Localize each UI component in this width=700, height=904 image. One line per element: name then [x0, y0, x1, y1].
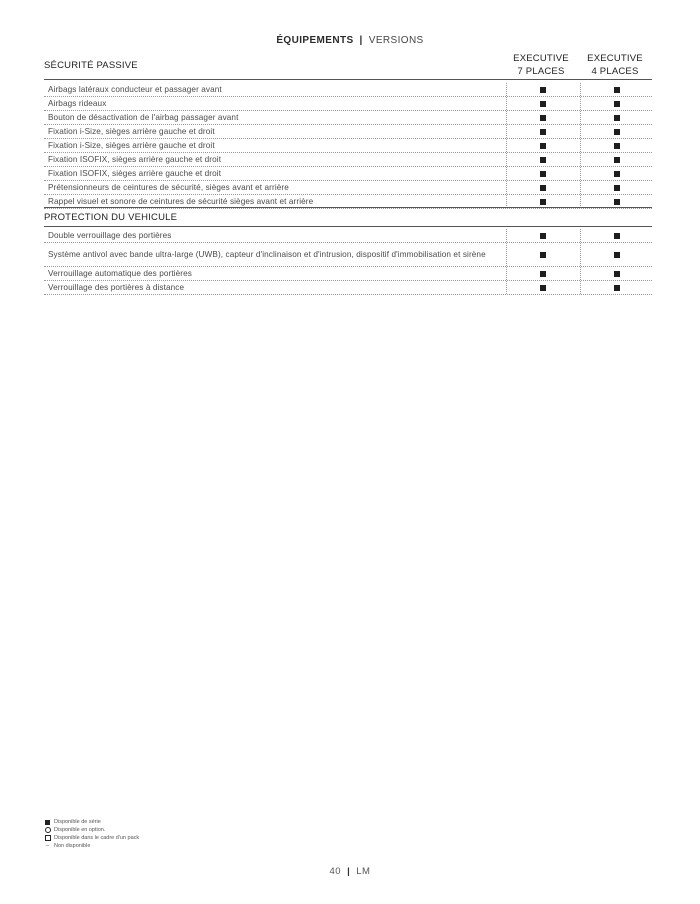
standard-square-icon: [614, 199, 620, 205]
filled-square-icon: [44, 819, 51, 826]
row-label: Verrouillage des portières à distance: [48, 282, 185, 292]
standard-square-icon: [614, 143, 620, 149]
table-row: [44, 111, 652, 125]
column-header-executive-7: [508, 53, 574, 78]
table-row: [44, 125, 652, 139]
section-title-protection-vehicule: PROTECTION DU VEHICULE: [44, 212, 178, 223]
cell-executive-7: [506, 267, 579, 280]
cell-executive-4: [580, 153, 653, 166]
standard-square-icon: [614, 87, 620, 93]
standard-square-icon: [540, 233, 546, 239]
cell-executive-7: [506, 83, 579, 96]
table-row: [44, 83, 652, 97]
legend: [44, 818, 139, 850]
cell-executive-4: [580, 229, 653, 242]
column-header-line1: EXECUTIVE: [513, 53, 569, 64]
page-header: [0, 35, 700, 46]
cell-executive-7: [506, 229, 579, 242]
cell-executive-7: [506, 281, 579, 294]
table-row: [44, 139, 652, 153]
row-label: Prétensionneurs de ceintures de sécurité, sièges avant et arrière: [48, 182, 289, 192]
standard-square-icon: [614, 129, 620, 135]
standard-square-icon: [614, 115, 620, 121]
standard-square-icon: [614, 185, 620, 191]
table-row: [44, 243, 652, 267]
standard-square-icon: [540, 157, 546, 163]
standard-square-icon: [540, 252, 546, 258]
standard-square-icon: [540, 271, 546, 277]
cell-executive-7: [506, 153, 579, 166]
header-subtitle: VERSIONS: [368, 35, 424, 46]
legend-item-standard: [44, 818, 139, 826]
row-label: Système antivol avec bande ultra-large (UWB), capteur d'inclinaison et d'intrusion, dispositif d'immobilisation et sirène: [48, 249, 486, 259]
row-label: Bouton de désactivation de l'airbag passager avant: [48, 112, 239, 122]
legend-label: Non disponible: [54, 843, 91, 849]
table-row: [44, 181, 652, 195]
open-circle-icon: [44, 827, 51, 834]
page-footer: [0, 866, 700, 877]
row-label: Fixation i-Size, sièges arrière gauche et droit: [48, 140, 215, 150]
section-title-securite-passive: SÉCURITÉ PASSIVE: [44, 60, 138, 71]
table-row: [44, 97, 652, 111]
standard-square-icon: [614, 157, 620, 163]
legend-item-option: [44, 826, 139, 834]
dash-icon: –: [45, 843, 50, 849]
standard-square-icon: [614, 271, 620, 277]
standard-square-icon: [614, 171, 620, 177]
section-divider: [44, 79, 652, 80]
standard-square-icon: [540, 285, 546, 291]
header-separator: |: [359, 35, 363, 46]
standard-square-icon: [614, 233, 620, 239]
standard-square-icon: [614, 285, 620, 291]
footer-separator: |: [347, 866, 351, 877]
row-label: Airbags rideaux: [48, 98, 107, 108]
column-header-line2: 4 PLACES: [591, 65, 639, 77]
row-label: Rappel visuel et sonore de ceintures de sécurité sièges avant et arrière: [48, 196, 314, 206]
row-label: Fixation ISOFIX, sièges arrière gauche et droit: [48, 154, 222, 164]
legend-label: Disponible de série: [54, 819, 101, 825]
cell-executive-4: [580, 111, 653, 124]
cell-executive-7: [506, 243, 579, 266]
row-label: Fixation ISOFIX, sièges arrière gauche et droit: [48, 168, 222, 178]
table-securite-passive: [44, 83, 652, 209]
section-divider: [44, 207, 652, 208]
cell-executive-7: [506, 125, 579, 138]
standard-square-icon: [614, 252, 620, 258]
cell-executive-4: [580, 125, 653, 138]
brand-name: LM: [356, 866, 371, 877]
cell-executive-4: [580, 181, 653, 194]
cell-executive-7: [506, 167, 579, 180]
section-divider: [44, 226, 652, 227]
standard-square-icon: [540, 171, 546, 177]
cell-executive-4: [580, 243, 653, 266]
legend-item-unavailable: [44, 842, 139, 850]
standard-square-icon: [540, 129, 546, 135]
table-row: [44, 281, 652, 295]
column-header-executive-4: [582, 53, 648, 78]
standard-square-icon: [540, 199, 546, 205]
column-header-line1: EXECUTIVE: [587, 53, 643, 64]
cell-executive-4: [580, 97, 653, 110]
table-row: [44, 153, 652, 167]
header-title: ÉQUIPEMENTS: [276, 35, 354, 46]
standard-square-icon: [614, 101, 620, 107]
cell-executive-4: [580, 167, 653, 180]
cell-executive-4: [580, 267, 653, 280]
standard-square-icon: [540, 185, 546, 191]
cell-executive-4: [580, 83, 653, 96]
table-row: [44, 167, 652, 181]
table-protection-vehicule: [44, 229, 652, 295]
standard-square-icon: [540, 87, 546, 93]
table-row: [44, 229, 652, 243]
row-label: Fixation i-Size, sièges arrière gauche et droit: [48, 126, 215, 136]
cell-executive-7: [506, 111, 579, 124]
legend-label: Disponible en option.: [54, 827, 106, 833]
open-square-icon: [44, 835, 51, 842]
cell-executive-7: [506, 181, 579, 194]
cell-executive-4: [580, 139, 653, 152]
legend-label: Disponible dans le cadre d'un pack: [54, 835, 140, 841]
standard-square-icon: [540, 143, 546, 149]
standard-square-icon: [540, 101, 546, 107]
legend-item-pack: [44, 834, 139, 842]
cell-executive-7: [506, 139, 579, 152]
cell-executive-7: [506, 97, 579, 110]
row-label: Verrouillage automatique des portières: [48, 268, 192, 278]
table-row: [44, 267, 652, 281]
row-label: Double verrouillage des portières: [48, 230, 172, 240]
cell-executive-4: [580, 281, 653, 294]
page-number: 40: [329, 866, 342, 877]
standard-square-icon: [540, 115, 546, 121]
row-label: Airbags latéraux conducteur et passager avant: [48, 84, 222, 94]
column-header-line2: 7 PLACES: [517, 65, 565, 77]
